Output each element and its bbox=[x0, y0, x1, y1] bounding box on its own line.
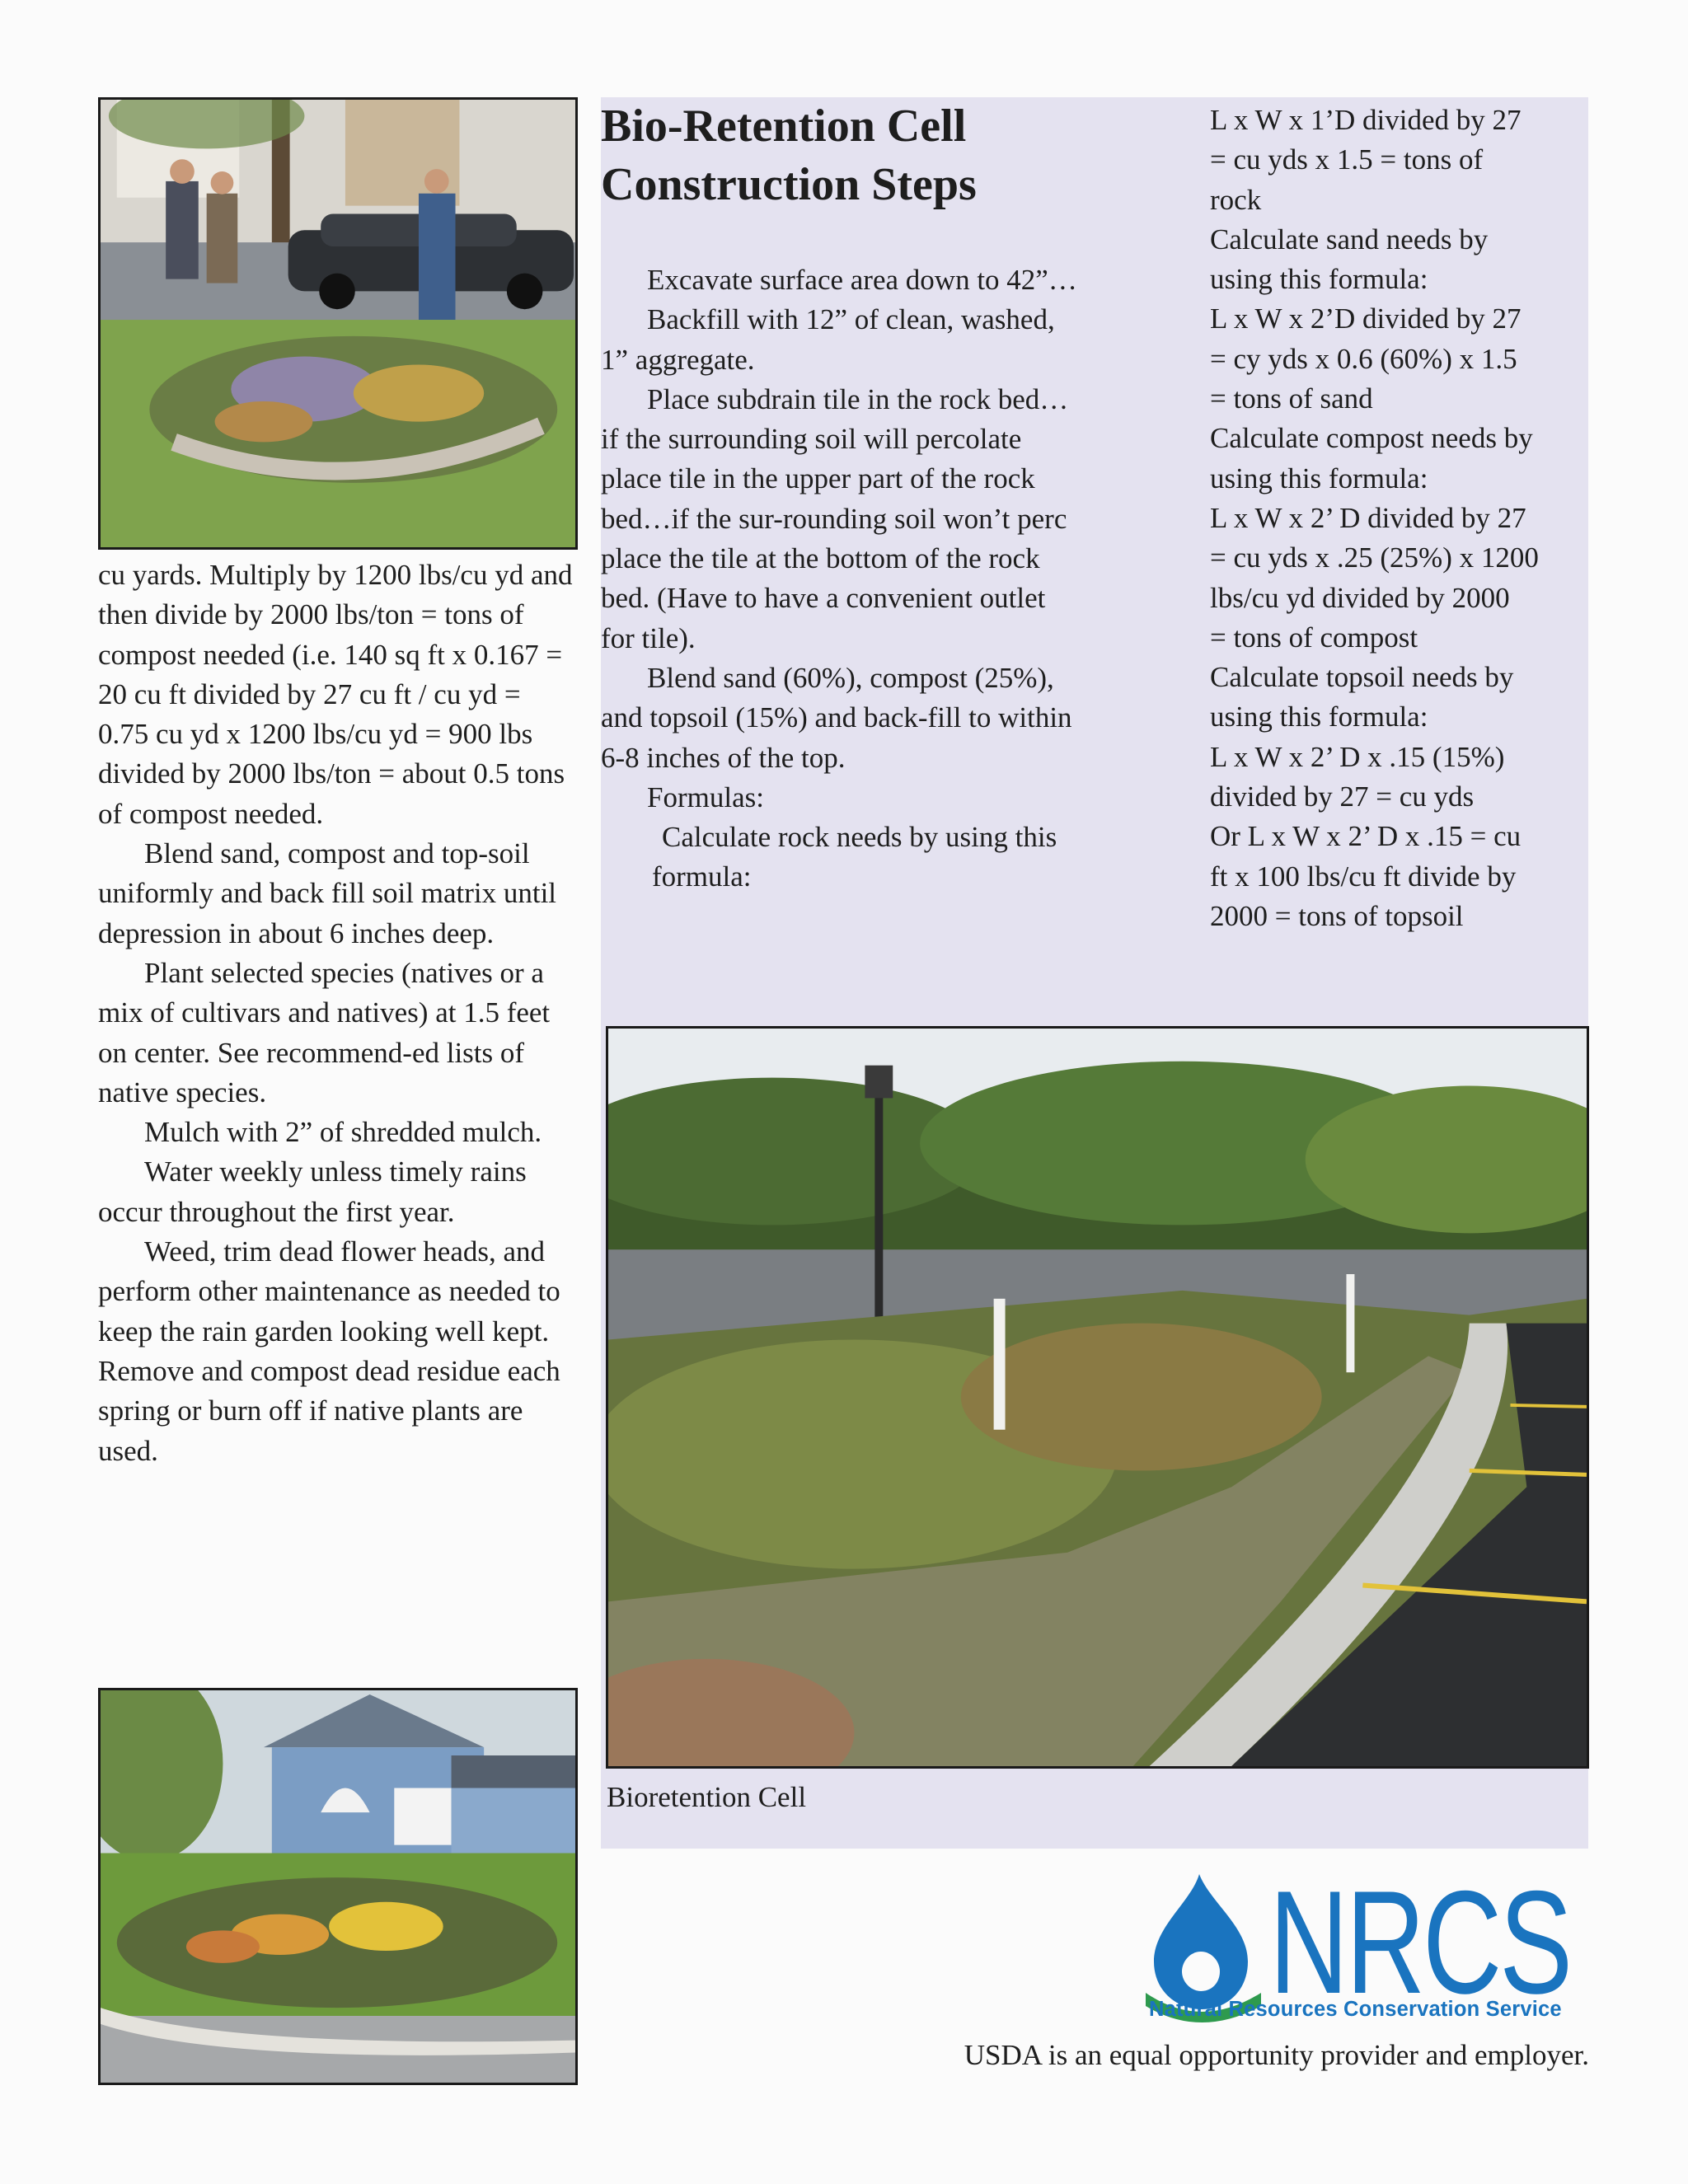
usda-footer-note: USDA is an equal opportunity provider and employer. bbox=[964, 2039, 1589, 2071]
photo-bioretention-cell bbox=[606, 1026, 1589, 1769]
left-column-text bbox=[98, 555, 576, 1471]
photo-caption: Bioretention Cell bbox=[607, 1781, 807, 1813]
left-paragraph: Mulch with 2” of shredded mulch. bbox=[144, 1116, 542, 1149]
middle-paragraph: Place subdrain tile in the rock bed…if the surrounding soil will percolate place tile in the upper part of the rock bed…if the sur-rounding soil won’t perc place the tile at the bottom of the rock bed. (Have to have a convenient outlet for tile). bbox=[601, 382, 1069, 654]
right-column-formulas: L x W x 1’D divided by 27 = cu yds x 1.5 = tons of rock Calculate sand needs by using this formula: L x W x 2’D divided by 27 = cy yds x 0.6 (60%) x 1.5 = tons of sand Calculate compost needs by using this formula: L x W x 2’ D divided by 27 = cu yds x .25 (25%) x 1200 lbs/cu yd divided by 2000 = tons of compost Calculate topsoil needs by using this formula: L x W x 2’ D x .15 (15%) divided by 27 = cu yds Or L x W x 2’ D x .15 = cu ft x 100 lbs/cu ft divide by 2000 = tons of topsoil bbox=[1210, 104, 1539, 932]
left-paragraph: Water weekly unless timely rains occur throughout the first year. bbox=[98, 1155, 527, 1228]
photo-house-rain-garden bbox=[98, 1688, 578, 2085]
left-paragraph: Plant selected species (natives or a mix of cultivars and natives) at 1.5 feet on center. See recommend-ed lists of native species. bbox=[98, 956, 551, 1108]
middle-paragraph: Calculate rock needs by using this formula: bbox=[652, 821, 1057, 893]
photo-rain-garden-tour bbox=[98, 97, 578, 550]
middle-paragraph: Blend sand (60%), compost (25%), and topsoil (15%) and back-fill to within 6-8 inches of the top. bbox=[601, 661, 1072, 774]
left-paragraph: Blend sand, compost and top-soil uniformly and back fill soil matrix until depression in about 6 inches deep. bbox=[98, 837, 557, 949]
middle-paragraph: Excavate surface area down to 42”… bbox=[647, 264, 1077, 296]
middle-paragraph: Formulas: bbox=[647, 780, 764, 813]
page-title: Bio-Retention Cell Construction Steps bbox=[601, 101, 977, 210]
middle-paragraph: Backfill with 12” of clean, washed, 1” aggregate. bbox=[601, 303, 1055, 376]
left-paragraph: Weed, trim dead flower heads, and perform other maintenance as needed to keep the rain garden looking well kept. Remove and compost dead residue each spring or burn off if native plants are used. bbox=[98, 1235, 560, 1467]
middle-column-text bbox=[601, 260, 1079, 898]
nrcs-tagline: Natural Resources Conservation Service bbox=[1149, 1998, 1562, 2021]
nrcs-wordmark: NRCS bbox=[1269, 1869, 1570, 2022]
left-paragraph: cu yards. Multiply by 1200 lbs/cu yd and then divide by 2000 lbs/ton = tons of compost needed (i.e. 140 sq ft x 0.167 = 20 cu ft divided by 27 cu ft / cu yd = 0.75 cu yd x 1200 lbs/cu yd = 900 lbs divided by 2000 lbs/ton = about 0.5 tons of compost needed. bbox=[98, 559, 573, 830]
